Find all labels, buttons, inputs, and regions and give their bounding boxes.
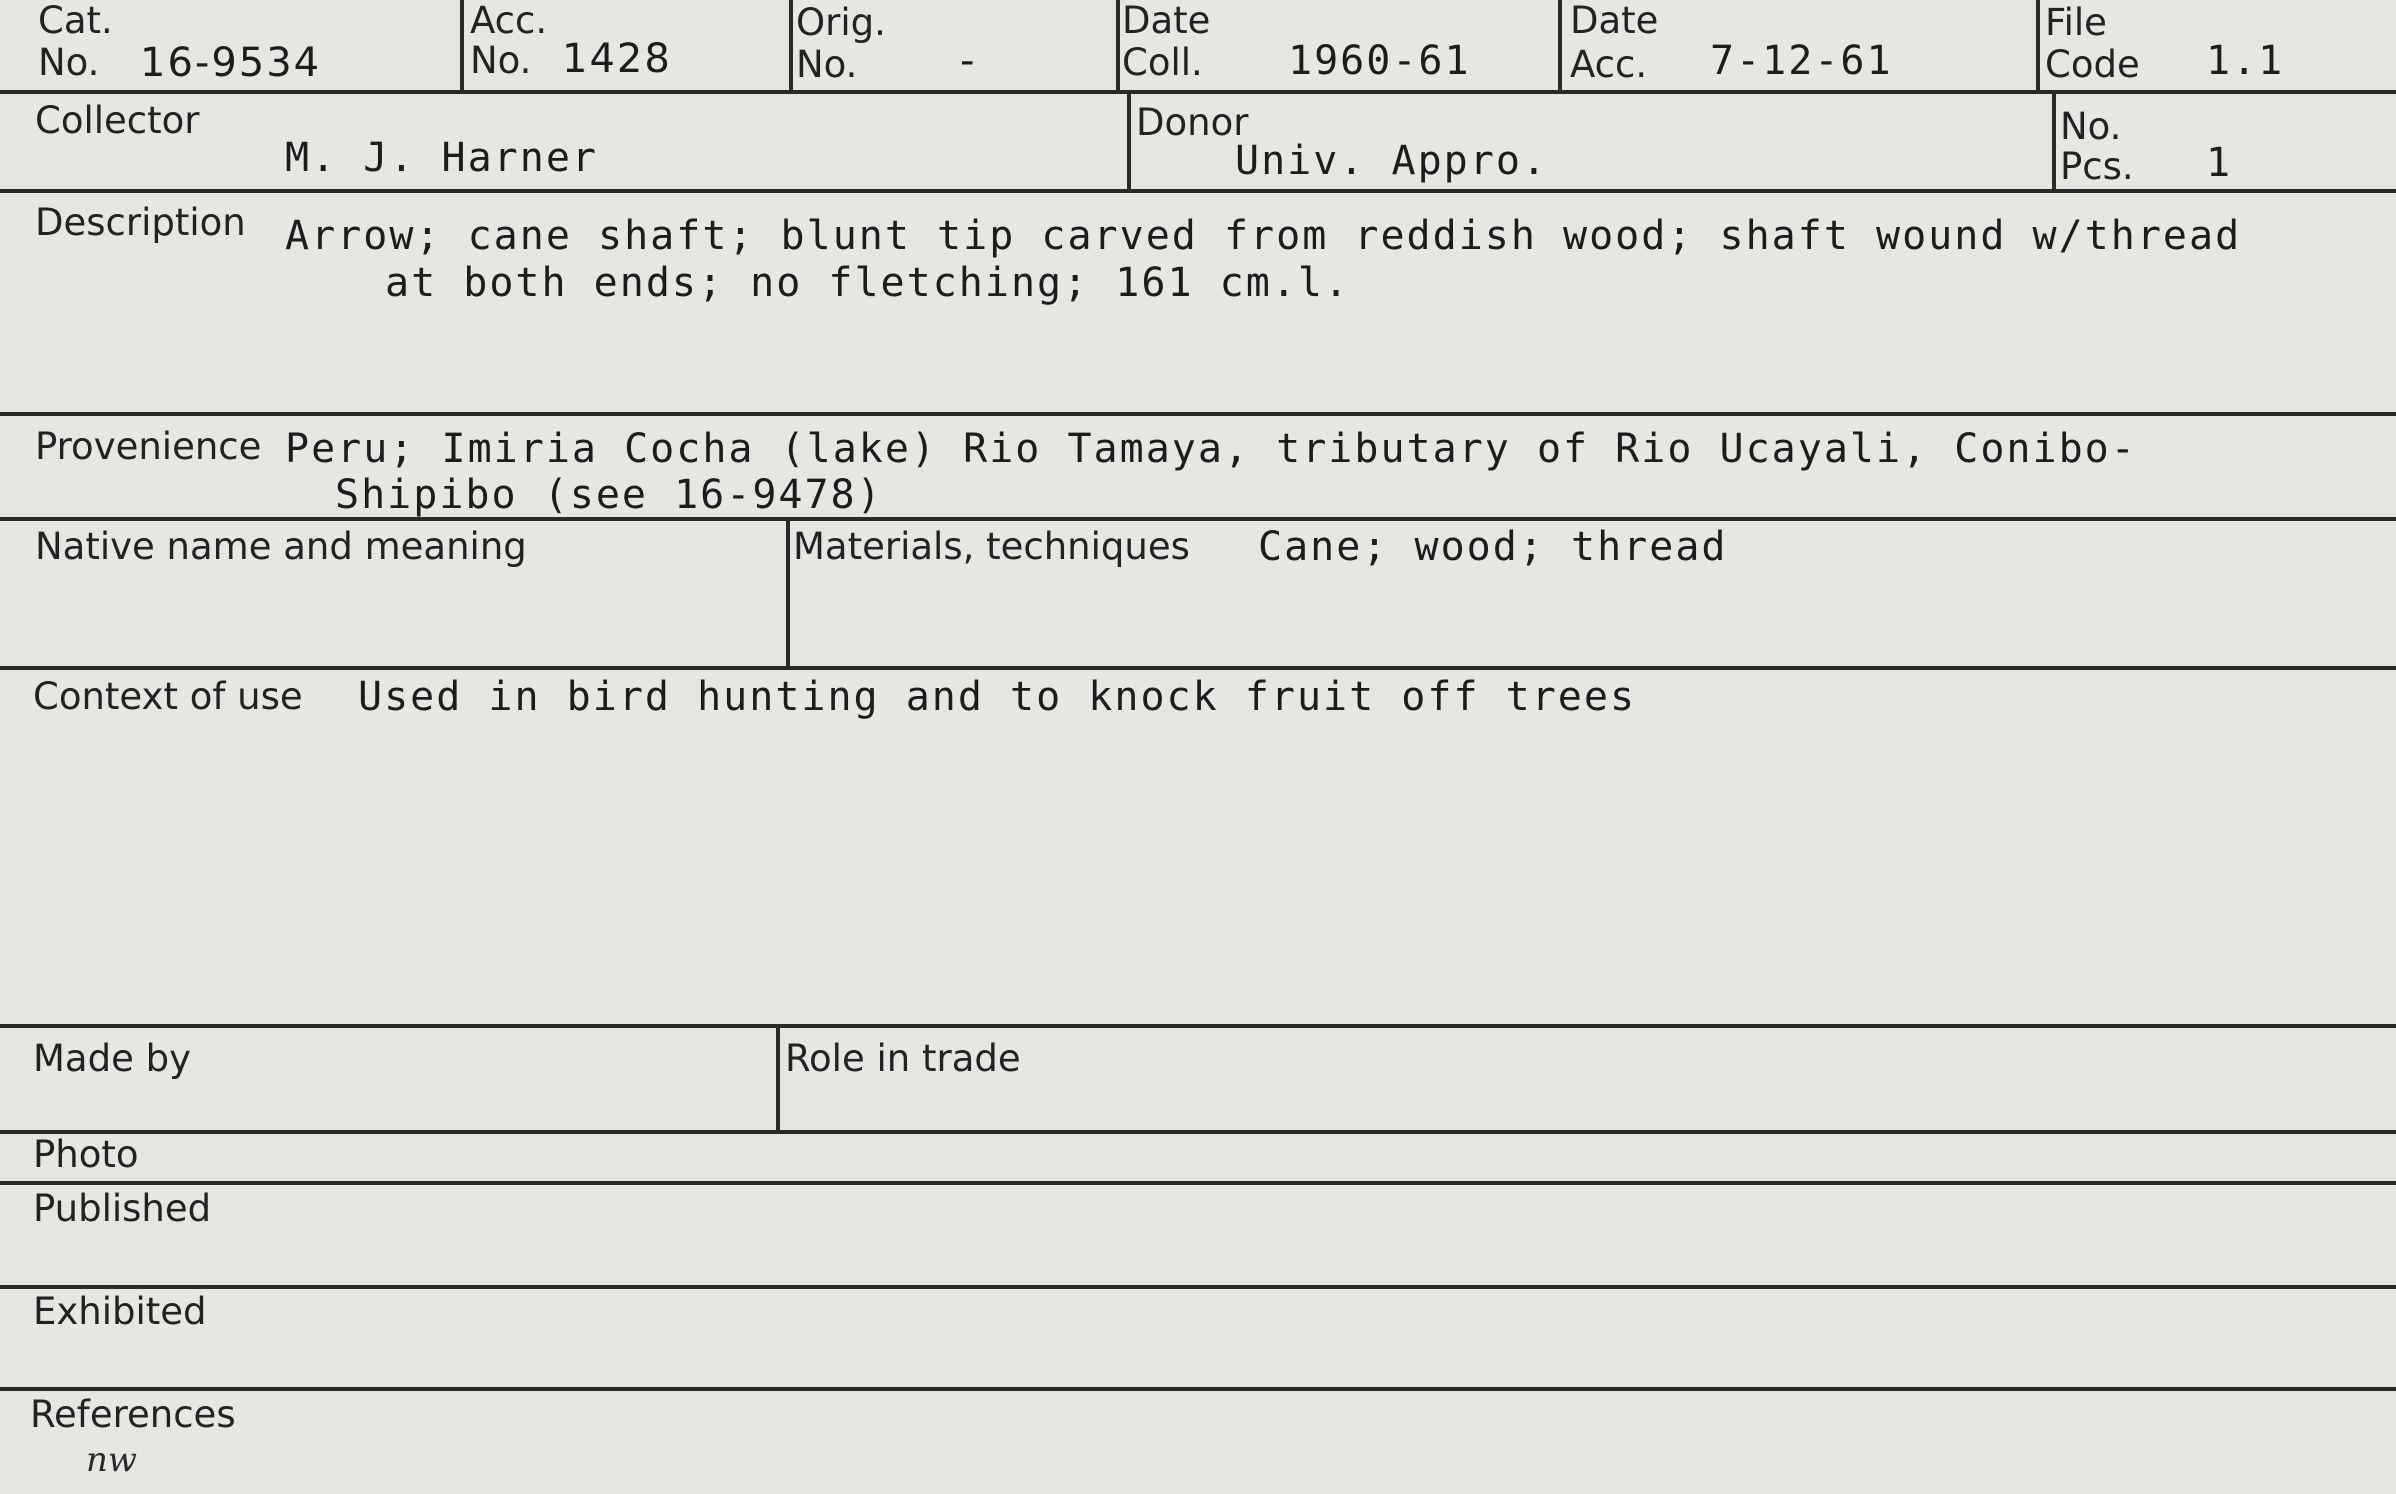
rule-collector-donor-div <box>1127 91 1131 190</box>
cat-label-1: Cat. <box>38 0 113 42</box>
cat-number: 16-9534 <box>140 40 322 86</box>
description-line-1: Arrow; cane shaft; blunt tip carved from reddish wood; shaft wound w/thread <box>285 213 2242 259</box>
rule-header-div-2 <box>789 0 793 91</box>
exhibited-label: Exhibited <box>33 1290 207 1333</box>
acc-label-1: Acc. <box>470 0 548 42</box>
context-label: Context of use <box>33 675 303 718</box>
collector-label: Collector <box>35 99 200 142</box>
context-value: Used in bird hunting and to knock fruit off trees <box>358 674 1637 720</box>
provenience-line-1: Peru; Imiria Cocha (lake) Rio Tamaya, tributary of Rio Ucayali, Conibo- <box>285 426 2137 472</box>
cat-label-2: No. <box>38 41 100 84</box>
acc-number: 1428 <box>562 36 672 82</box>
pieces-value: 1 <box>2206 140 2233 186</box>
rule-header-div-4 <box>1558 0 1562 91</box>
date-acc-label-2: Acc. <box>1570 43 1648 86</box>
donor-label: Donor <box>1136 101 1249 144</box>
native-name-label: Native name and meaning <box>35 525 527 568</box>
date-coll-label-1: Date <box>1122 0 1211 42</box>
collector-value: M. J. Harner <box>285 135 598 181</box>
role-in-trade-label: Role in trade <box>785 1037 1021 1080</box>
made-by-label: Made by <box>33 1037 191 1080</box>
file-label-1: File <box>2045 1 2107 44</box>
acc-label-2: No. <box>470 39 532 82</box>
date-accessioned: 7-12-61 <box>1710 38 1893 84</box>
provenience-label: Provenience <box>35 425 262 468</box>
pieces-label-1: No. <box>2060 105 2122 148</box>
description-label: Description <box>35 201 246 244</box>
rule-header-div-1 <box>460 0 464 91</box>
file-code: 1.1 <box>2206 38 2285 84</box>
rule-photo-bottom <box>0 1181 2396 1185</box>
materials-value: Cane; wood; thread <box>1258 524 1728 570</box>
references-label: References <box>30 1393 236 1436</box>
rule-native-bottom <box>0 666 2396 670</box>
date-collected: 1960-61 <box>1288 38 1471 84</box>
photo-label: Photo <box>33 1133 139 1176</box>
rule-exhibited-bottom <box>0 1387 2396 1391</box>
published-label: Published <box>33 1187 212 1230</box>
file-label-2: Code <box>2045 43 2140 86</box>
pieces-label-2: Pcs. <box>2060 145 2134 188</box>
date-acc-label-1: Date <box>1570 0 1659 42</box>
cataloguer-initials: nw <box>86 1440 137 1480</box>
description-line-2: at both ends; no fletching; 161 cm.l. <box>385 260 1351 306</box>
rule-collector-bottom <box>0 189 2396 193</box>
rule-header-div-5 <box>2036 0 2040 91</box>
rule-published-bottom <box>0 1285 2396 1289</box>
rule-context-bottom <box>0 1024 2396 1028</box>
materials-label: Materials, techniques <box>793 525 1190 568</box>
donor-value: Univ. Appro. <box>1235 138 1548 184</box>
rule-madeby-bottom <box>0 1130 2396 1134</box>
rule-madeby-trade-div <box>776 1026 780 1131</box>
orig-number: - <box>960 38 977 84</box>
date-coll-label-2: Coll. <box>1122 41 1203 84</box>
rule-donor-pcs-div <box>2052 91 2056 190</box>
rule-header-div-3 <box>1116 0 1120 91</box>
rule-native-materials-div <box>786 519 790 667</box>
orig-label-1: Orig. <box>796 1 886 44</box>
orig-label-2: No. <box>796 43 858 86</box>
provenience-line-2: Shipibo (see 16-9478) <box>335 472 883 518</box>
rule-description-bottom <box>0 412 2396 416</box>
